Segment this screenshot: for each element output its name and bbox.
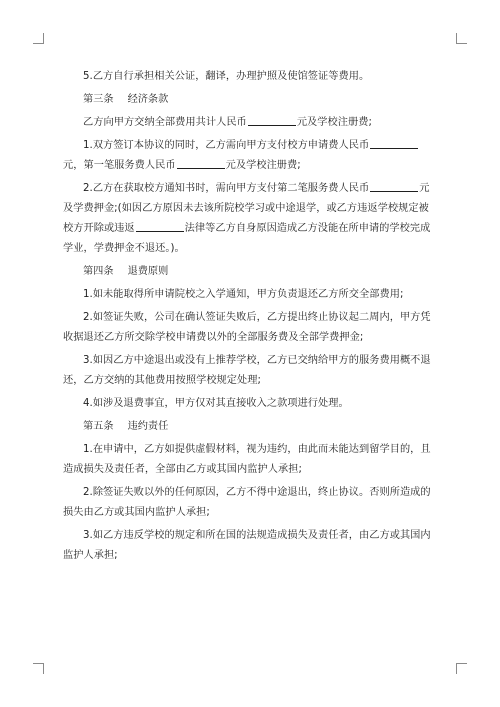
paragraph-clause-5-3	[63, 526, 439, 566]
paragraph-text: 4.如涉及退费事宜，甲方仅对其直接收入之款项进行处理。	[83, 398, 349, 409]
article-4-heading	[63, 262, 439, 282]
crop-mark-top-left	[33, 33, 44, 44]
article-title: 违约责任	[127, 421, 169, 432]
paragraph-text: 元及学校注册费;	[225, 160, 301, 171]
paragraph-text: 3.如乙方违反学校的规定和所在国的法规造成损失及责任者，由乙方或其国内监护人承担;	[63, 530, 431, 561]
article-title: 退费原则	[127, 266, 169, 277]
paragraph-clause-5-2	[63, 483, 439, 523]
paragraph-text: 3.如因乙方中途退出或没有上推荐学校，乙方已交纳给甲方的服务费用概不退还，乙方交纳的其他费用按照学校规定处理;	[63, 355, 431, 386]
paragraph-text: 2.乙方在获取校方通知书时，需向甲方支付第二笔服务费人民币	[83, 183, 370, 194]
paragraph-text: 法律等乙方自身原因造成乙方没能在所申请的学校完成学业，学费押金不退还。)。	[63, 223, 431, 254]
fill-in-blank	[177, 157, 225, 169]
crop-mark-top-right	[456, 33, 467, 44]
fill-in-blank	[248, 114, 296, 126]
article-title: 经济条款	[127, 94, 169, 105]
paragraph-text: 元及学校注册费;	[296, 117, 372, 128]
crop-mark-bottom-left	[33, 663, 44, 674]
paragraph-text: 1.双方签订本协议的同时，乙方需向甲方支付校方申请费人民币	[83, 140, 370, 151]
paragraph-text: 5.乙方自行承担相关公证，翻译，办理护照及使馆签证等费用。	[83, 71, 370, 82]
paragraph-text: 元，第一笔服务费人民币	[63, 160, 176, 171]
paragraph-clause-3-2	[63, 179, 439, 259]
crop-mark-bottom-right	[456, 663, 467, 674]
fill-in-blank	[370, 180, 418, 192]
article-5-heading	[63, 417, 439, 437]
paragraph-clause-4-1	[63, 285, 439, 305]
paragraph-total-fee	[63, 113, 439, 133]
paragraph-clause-4-4	[63, 394, 439, 414]
article-3-heading	[63, 90, 439, 110]
paragraph-text: 1.在申请中，乙方如提供虚假材料，视为违约，由此而未能达到留学目的，且造成损失及责任者，全部由乙方或其国内监护人承担;	[63, 444, 431, 475]
fill-in-blank	[136, 220, 184, 232]
article-number: 第五条	[83, 421, 114, 432]
paragraph-clause-3-1	[63, 136, 439, 176]
paragraph-clause-4-3	[63, 351, 439, 391]
paragraph-text: 乙方向甲方交纳全部费用共计人民币	[83, 117, 247, 128]
paragraph-text: 元及学费押金;(如因乙方原因未去该所院校学习或中途退学，或乙方违返学校规定被校方开除或违返	[63, 183, 430, 234]
article-number: 第四条	[83, 266, 114, 277]
paragraph-clause-5-1	[63, 440, 439, 480]
paragraph-text: 1.如未能取得所申请院校之入学通知，甲方负责退还乙方所交全部费用;	[83, 289, 404, 300]
paragraph-clause-4-2	[63, 308, 439, 348]
article-number: 第三条	[83, 94, 114, 105]
fill-in-blank	[370, 137, 418, 149]
paragraph-clause-2-5	[63, 67, 439, 87]
paragraph-text: 2.如签证失败，公司在确认签证失败后，乙方提出终止协议起二周内，甲方凭收据退还乙方所交除学校申请费以外的全部服务费及全部学费押金;	[63, 312, 431, 343]
paragraph-text: 2.除签证失败以外的任何原因，乙方不得中途退出，终止协议。否则所造成的损失由乙方或其国内监护人承担;	[63, 487, 431, 518]
document-body	[63, 67, 439, 566]
